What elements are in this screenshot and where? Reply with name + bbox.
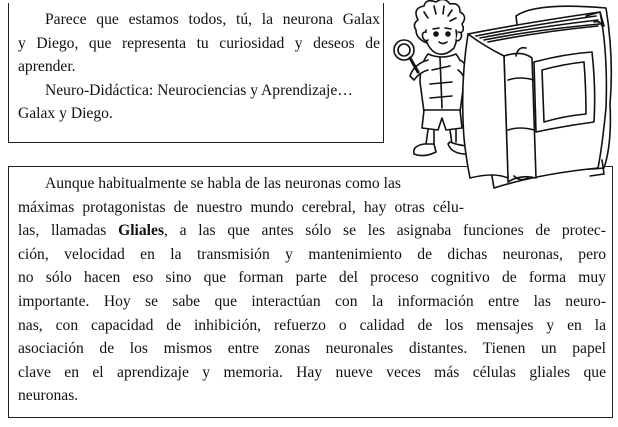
gliales-term: Gliales xyxy=(118,222,165,240)
body-line xyxy=(18,219,606,243)
intro-line: y Diego, que representa tu curiosidad y deseos de xyxy=(18,34,380,52)
body-line: importante. Hoy se sabe que interactúan con la información entre las neuro- xyxy=(18,292,606,310)
intro-line xyxy=(18,8,380,32)
body-line: neuronas. xyxy=(18,387,79,405)
body-text: las, llamadas xyxy=(18,222,119,240)
book-icon xyxy=(463,6,612,188)
body-line: máximas protagonistas de nuestro mundo cerebral, hay otras célu- xyxy=(18,198,464,216)
body-line: no sólo hacen eso sino que forman parte del proceso cognitivo de forma muy xyxy=(18,269,606,287)
book-title: Neuro-Didáctica: Neurociencias y Aprendizaje… xyxy=(45,81,353,99)
body-text: , a las que antes sólo se les asignaba funciones de protec- xyxy=(164,222,606,240)
body-line: asociación de los mismos entre zonas neuronales distantes. Tienen un papel xyxy=(18,340,606,358)
body-line: ción, velocidad en la transmisión y mantenimiento de dichas neuronas, pero xyxy=(18,245,606,263)
body-line: nas, con capacidad de inhibición, refuerzo o calidad de los mensajes y en la xyxy=(18,316,606,334)
intro-paragraph xyxy=(18,8,380,126)
boy-icon xyxy=(394,0,472,156)
body-paragraph xyxy=(18,172,606,408)
intro-line xyxy=(18,79,380,103)
body-line: clave en el aprendizaje y memoria. Hay nueve veces más células gliales que xyxy=(18,363,606,381)
intro-line: aprender. xyxy=(18,58,76,76)
boy-with-magnifying-glass-and-book-icon xyxy=(384,0,616,192)
intro-text: Parece que estamos todos, tú, la neurona Galax xyxy=(45,11,380,28)
intro-line: Galax y Diego. xyxy=(18,105,113,123)
body-text: Aunque habitualmente se habla de las neuronas como las xyxy=(45,175,401,192)
